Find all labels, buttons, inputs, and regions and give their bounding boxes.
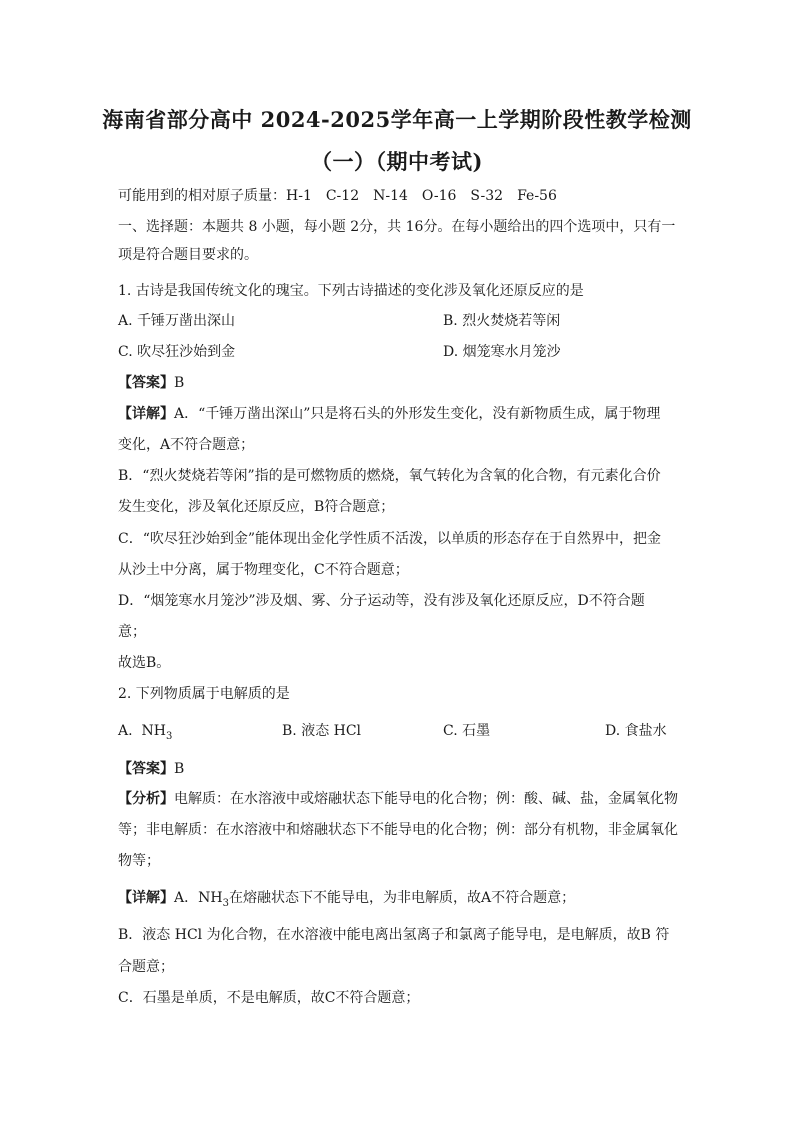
q2-answer — [118, 759, 678, 779]
q1-option-b: B. 烈火焚烧若等闲 — [443, 313, 561, 329]
atomic-masses: 可能用到的相对原子质量：H-1 C-12 N-14 O-16 S-32 Fe-56 — [118, 188, 557, 204]
answer-value: B — [174, 375, 185, 391]
formula: NH — [141, 723, 166, 739]
q2-detail-b-cont: 合题意； — [118, 959, 174, 975]
q2-detail-b: B．液态 HCl 为化合物，在水溶液中能电离出氢离子和氯离子能导电，是电解质，故B 符 — [118, 927, 670, 943]
q2-option-c: C. 石墨 — [443, 723, 491, 739]
option-letter: A. — [118, 723, 133, 739]
page-title: 海南省部分高中 2024-2025学年高一上学期阶段性教学检测 — [102, 107, 692, 132]
q2-option-d: D. 食盐水 — [605, 723, 667, 739]
detail-label: 【详解】 — [118, 890, 174, 906]
q2-detail-a — [118, 888, 678, 908]
section-instruction-cont: 项是符合题目要求的。 — [118, 247, 258, 263]
q1-stem: 1. 古诗是我国传统文化的瑰宝。下列古诗描述的变化涉及氧化还原反应的是 — [118, 283, 584, 299]
q1-detail-d: D．“烟笼寒水月笼沙”涉及烟、雾、分子运动等，没有涉及氧化还原反应，D不符合题 — [118, 593, 645, 609]
q2-detail-c: C．石墨是单质，不是电解质，故C不符合题意； — [118, 990, 420, 1006]
answer-label: 【答案】 — [118, 761, 174, 777]
detail-text: A．“千锤万凿出深山”只是将石头的外形发生变化，没有新物质生成，属于物理 — [174, 406, 661, 422]
detail-label: 【详解】 — [118, 406, 174, 422]
q2-option-b: B. 液态 HCl — [282, 723, 362, 739]
q2-analysis-cont: 等；非电解质：在水溶液中和熔融状态下不能导电的化合物；例：部分有机物，非金属氧化 — [118, 822, 678, 838]
page-subtitle: （一）（期中考试) — [311, 149, 483, 174]
answer-value: B — [174, 761, 185, 777]
formula-subscript: 3 — [165, 730, 173, 742]
q2-analysis — [118, 789, 678, 809]
q1-answer — [118, 373, 678, 393]
q1-option-c: C. 吹尽狂沙始到金 — [118, 344, 236, 360]
q1-detail-b-cont: 发生变化，涉及氧化还原反应，B符合题意； — [118, 499, 395, 515]
q1-detail-c-cont: 从沙土中分离，属于物理变化，C不符合题意； — [118, 562, 409, 578]
q1-detail-a-cont: 变化，A不符合题意； — [118, 437, 255, 453]
q1-detail-c: C．“吹尽狂沙始到金”能体现出金化学性质不活泼，以单质的形态存在于自然界中，把金 — [118, 531, 662, 547]
analysis-label: 【分析】 — [118, 791, 174, 807]
q1-detail-b: B．“烈火焚烧若等闲”指的是可燃物质的燃烧，氧气转化为含氧的化合物，有元素化合价 — [118, 468, 661, 484]
answer-label: 【答案】 — [118, 375, 174, 391]
q1-option-a: A. 千锤万凿出深山 — [118, 313, 236, 329]
q2-option-a — [118, 721, 172, 741]
q2-analysis-cont2: 物等； — [118, 853, 160, 869]
formula: NH — [198, 890, 223, 906]
q1-option-d: D. 烟笼寒水月笼沙 — [443, 344, 561, 360]
q1-conclusion: 故选B。 — [118, 655, 171, 671]
q1-detail-a — [118, 404, 678, 424]
formula-subscript: 3 — [222, 897, 229, 909]
section-instruction: 一、选择题：本题共 8 小题，每小题 2分，共 16分。在每小题给出的四个选项中，只有一 — [118, 219, 676, 235]
q2-stem: 2. 下列物质属于电解质的是 — [118, 686, 290, 702]
q1-detail-d-cont: 意； — [118, 624, 146, 640]
detail-text: 在熔融状态下不能导电，为非电解质，故A不符合题意； — [228, 890, 576, 906]
analysis-text: 电解质：在水溶液中或熔融状态下能导电的化合物；例：酸、碱、盐，金属氧化物 — [174, 791, 678, 807]
detail-prefix: A． — [174, 890, 199, 906]
